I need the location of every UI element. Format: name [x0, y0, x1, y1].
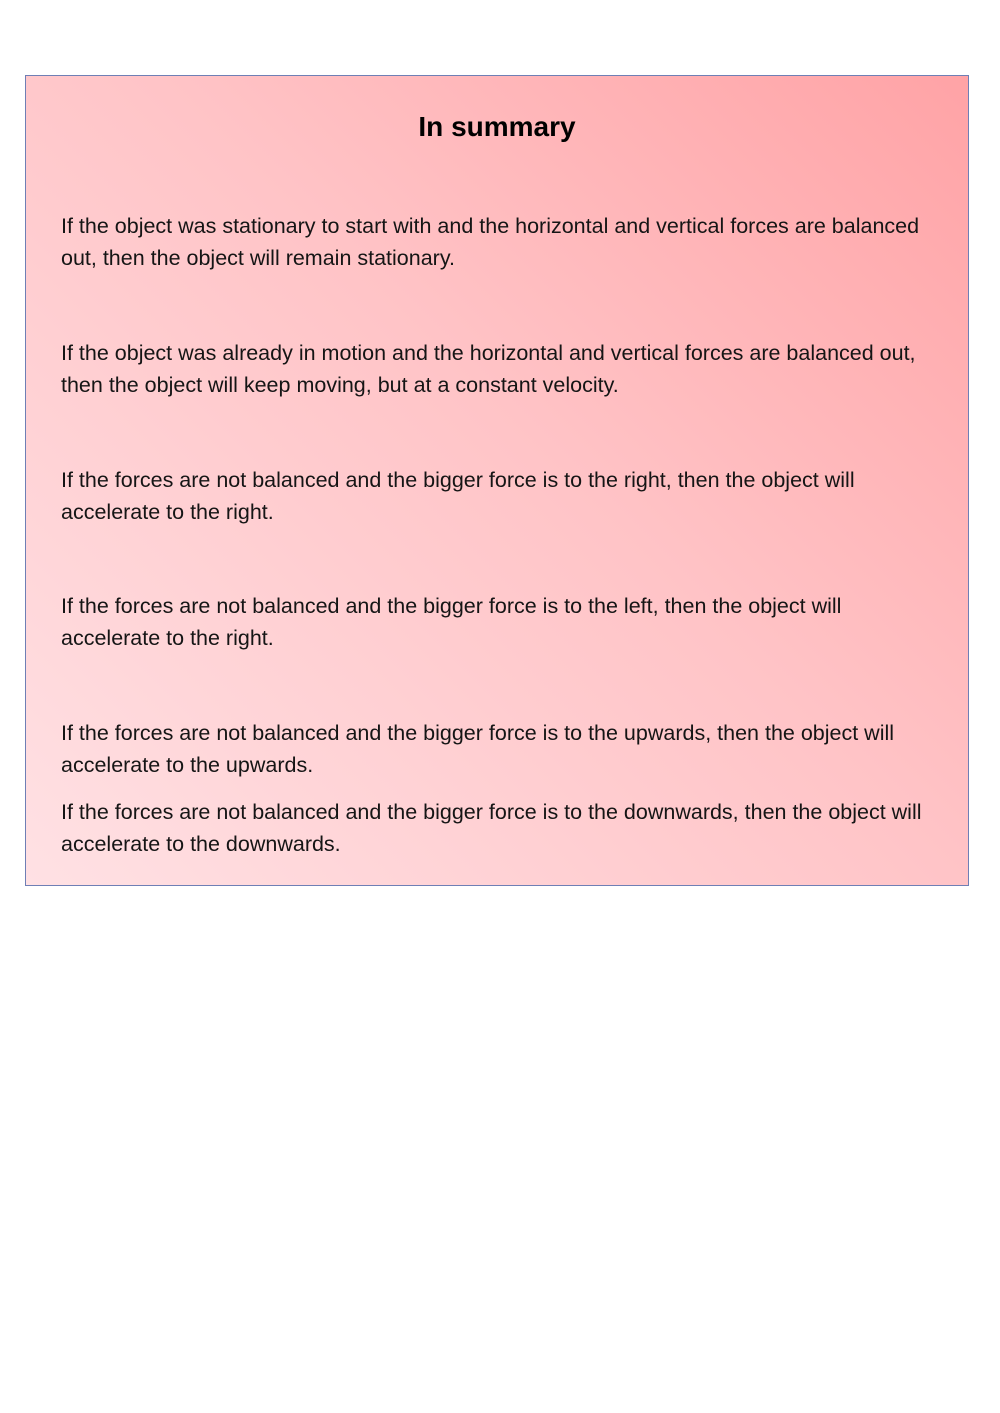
summary-paragraph-left: If the forces are not balanced and the bigger force is to the left, then the object will accelerate to the right. — [61, 594, 842, 650]
summary-paragraph-downwards: If the forces are not balanced and the bigger force is to the downwards, then the object will accelerate to the downwards. — [61, 800, 922, 856]
summary-paragraph-constant-velocity: If the object was already in motion and the horizontal and vertical forces are balanced out, then the object will keep moving, but at a constant velocity. — [61, 341, 916, 397]
summary-paragraph-upwards: If the forces are not balanced and the bigger force is to the upwards, then the object will accelerate to the upwards. — [61, 721, 895, 777]
summary-paragraph-right: If the forces are not balanced and the bigger force is to the right, then the object will accelerate to the right. — [61, 468, 855, 524]
summary-box — [25, 75, 969, 886]
summary-title: In summary — [418, 111, 576, 142]
summary-paragraph-stationary: If the object was stationary to start with and the horizontal and vertical forces are balanced out, then the object will remain stationary. — [61, 214, 920, 270]
